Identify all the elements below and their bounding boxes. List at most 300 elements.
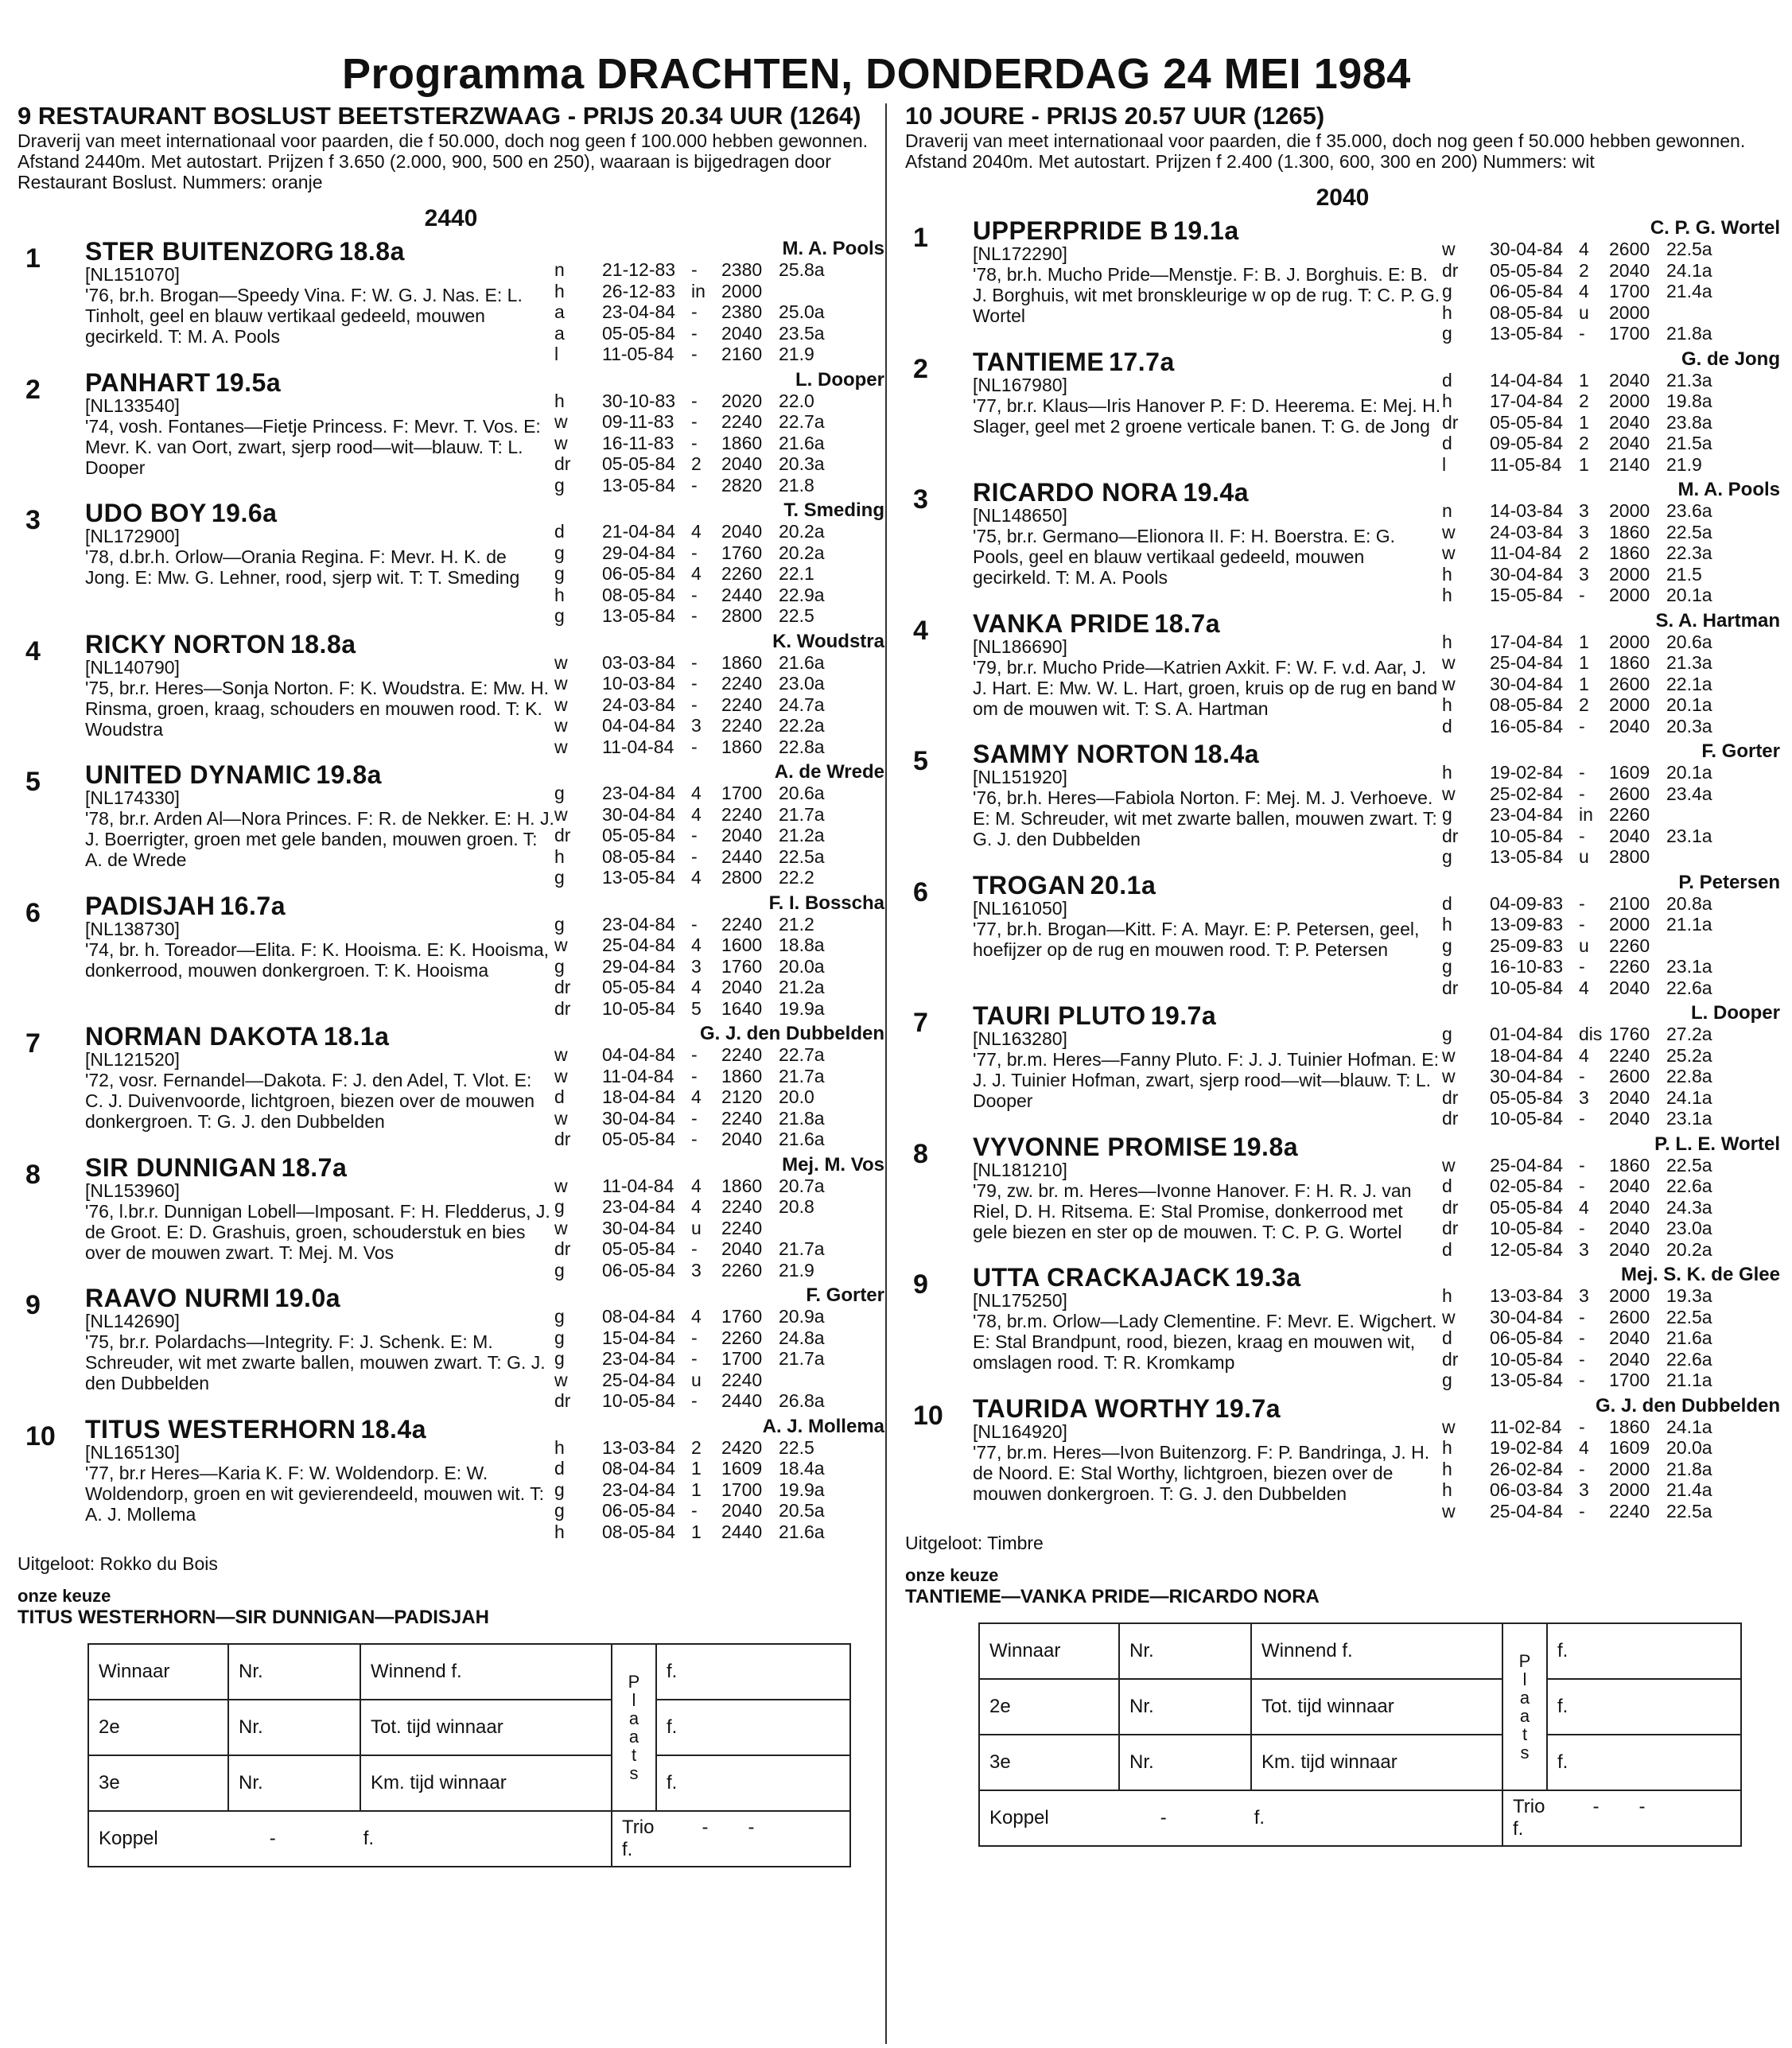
km-time: 20.0 xyxy=(779,1086,814,1107)
race-date: 06-05-84 xyxy=(1490,281,1564,301)
trainer-name: T. Smeding xyxy=(783,499,884,521)
performance-row xyxy=(1442,323,1780,344)
finish-position: - xyxy=(1579,1416,1585,1437)
km-time: 18.8a xyxy=(779,935,825,955)
finish-position: 3 xyxy=(1579,1479,1589,1500)
finish-position: 2 xyxy=(1579,542,1589,563)
track-code: w xyxy=(1442,1500,1456,1521)
race-date: 05-05-84 xyxy=(602,977,676,997)
race-distance: 2040 xyxy=(1609,433,1650,453)
finish-position: 4 xyxy=(691,521,702,542)
finish-position: in xyxy=(1579,804,1593,825)
track-code: w xyxy=(554,1065,568,1086)
track-code: dr xyxy=(554,977,571,997)
horse-description: '78, br.m. Orlow—Lady Clementine. F: Mevr. E. Wigchert. E: Stal Brandpunt, rood, biezen, kraag en mouwen wit, omslagen rood. T: R. Kromkamp xyxy=(973,1311,1437,1373)
race-distance: 2040 xyxy=(1609,369,1650,391)
track-code: g xyxy=(554,1259,565,1280)
our-pick: TANTIEME—VANKA PRIDE—RICARDO NORA xyxy=(905,1586,1320,1607)
track-code: w xyxy=(1442,521,1456,542)
race-date: 30-04-84 xyxy=(602,1217,676,1238)
race-distance: 1700 xyxy=(1609,1370,1650,1390)
km-time: 23.1a xyxy=(1666,825,1712,846)
performance-row xyxy=(554,475,884,496)
track-code: h xyxy=(1442,391,1452,411)
trio-text: Trio xyxy=(622,1817,655,1838)
performance-row xyxy=(1442,1197,1780,1218)
race-distance: 2820 xyxy=(721,474,763,495)
race-date: 14-03-84 xyxy=(1490,500,1564,521)
race-distance: 2040 xyxy=(1316,185,1370,211)
finish-position: - xyxy=(691,432,698,453)
performance-row xyxy=(1442,846,1780,868)
finish-position: - xyxy=(691,344,698,364)
km-time: 21.7a xyxy=(779,803,825,825)
race-distance: 2600 xyxy=(1609,239,1650,259)
finish-position: - xyxy=(691,913,698,935)
race-distance: 2380 xyxy=(721,301,763,322)
horse-performances xyxy=(554,762,884,888)
race-distance: 2040 xyxy=(1609,1238,1650,1260)
km-time: 20.1a xyxy=(1666,762,1712,783)
performance-row xyxy=(554,652,884,674)
km-time: 20.8a xyxy=(1666,892,1712,914)
race-date: 23-04-84 xyxy=(602,1479,676,1500)
track-code: w xyxy=(1442,1416,1456,1437)
horse-registration: [NL151070] xyxy=(85,264,180,285)
performance-row xyxy=(1442,1045,1780,1067)
horse-rating: 19.0a xyxy=(274,1284,341,1312)
horse-info xyxy=(85,367,554,496)
start-number: 1 xyxy=(913,223,928,253)
koppel-field[interactable] xyxy=(979,1790,1502,1846)
performance-row xyxy=(1442,454,1780,476)
km-time: 22.1 xyxy=(779,563,814,584)
start-number: 4 xyxy=(25,635,41,666)
performance-row xyxy=(1442,914,1780,935)
number-label[interactable]: Nr. xyxy=(1119,1735,1251,1790)
race-date: 08-05-84 xyxy=(602,845,676,867)
km-time: 20.2a xyxy=(779,542,825,563)
trainer-name: M. A. Pools xyxy=(1677,479,1780,500)
race-distance: 2040 xyxy=(721,1129,763,1149)
finish-position: 1 xyxy=(691,1458,702,1479)
track-code: dr xyxy=(554,825,571,845)
start-number: 8 xyxy=(25,1159,41,1190)
finish-position: 4 xyxy=(1579,977,1589,998)
km-time: 22.3a xyxy=(1666,542,1712,563)
performance-row xyxy=(554,673,884,694)
amount-field[interactable]: f. xyxy=(656,1755,850,1811)
performance-row xyxy=(554,956,884,977)
finish-position: - xyxy=(1579,1218,1585,1238)
race-distance: 1640 xyxy=(721,997,763,1019)
performance-row xyxy=(554,1260,884,1281)
km-time: 21.6a xyxy=(779,1129,825,1149)
track-code: w xyxy=(554,411,568,432)
winning-amount-label[interactable]: Winnend f. xyxy=(360,1644,612,1700)
total-time-label[interactable]: Tot. tijd winnaar xyxy=(360,1700,612,1755)
race-date: 13-03-84 xyxy=(602,1436,676,1458)
performance-row xyxy=(1442,956,1780,977)
horse-registration: [NL148650] xyxy=(973,505,1067,526)
track-code: w xyxy=(1442,542,1456,563)
km-time: 21.6a xyxy=(1666,1327,1712,1348)
race-distance: 2040 xyxy=(721,825,763,845)
amount-field[interactable]: f. xyxy=(1547,1623,1741,1679)
finish-position: 4 xyxy=(1579,281,1589,301)
horse-name: TITUS WESTERHORN xyxy=(85,1414,356,1444)
finish-position: 4 xyxy=(691,803,702,825)
track-code: h xyxy=(554,1521,565,1542)
km-time: 24.1a xyxy=(1666,1086,1712,1108)
start-number: 5 xyxy=(913,746,928,776)
horse-performances xyxy=(554,893,884,1020)
km-time: 21.4a xyxy=(1666,281,1712,301)
performance-row xyxy=(554,1218,884,1239)
km-time: 22.6a xyxy=(1666,977,1712,998)
track-code: g xyxy=(554,563,565,584)
dash-text: - xyxy=(1592,1796,1600,1817)
km-time: 22.5a xyxy=(1666,1500,1712,1521)
horse-info xyxy=(85,1152,554,1281)
race-date: 13-05-84 xyxy=(602,867,676,888)
race-distance: 2040 xyxy=(721,977,763,997)
km-time: 23.4a xyxy=(1666,783,1712,804)
start-number: 2 xyxy=(913,353,928,384)
trainer-name: Mej. M. Vos xyxy=(782,1153,884,1176)
trainer-name: M. A. Pools xyxy=(782,238,884,259)
finish-position: in xyxy=(691,280,706,301)
race-date: 11-04-84 xyxy=(1490,542,1562,563)
km-time: 20.8 xyxy=(779,1196,814,1217)
horse-rating: 17.7a xyxy=(1109,347,1175,376)
number-label[interactable]: Nr. xyxy=(228,1755,360,1811)
km-time: 24.1a xyxy=(1666,259,1712,281)
race-date: 04-09-83 xyxy=(1490,892,1564,914)
km-time: 22.5 xyxy=(779,605,814,626)
finish-position: 1 xyxy=(1579,369,1589,391)
race-date: 29-04-84 xyxy=(602,542,676,563)
horse-name-line xyxy=(973,872,1442,898)
horse-name-line xyxy=(973,218,1442,243)
km-time-label[interactable]: Km. tijd winnaar xyxy=(360,1755,612,1811)
second-label[interactable]: 2e xyxy=(979,1679,1119,1735)
horse-name-line xyxy=(85,1285,554,1311)
winning-amount-label[interactable]: Winnend f. xyxy=(1251,1623,1502,1679)
horse-performances xyxy=(554,500,884,627)
horse-registration: [NL142690] xyxy=(85,1311,180,1331)
race-date: 01-04-84 xyxy=(1490,1024,1564,1044)
performance-row xyxy=(554,1086,884,1108)
race-date: 05-05-84 xyxy=(1490,411,1564,433)
horse-registration: [NL172900] xyxy=(85,526,180,546)
horse-info xyxy=(973,1134,1442,1261)
km-time: 23.8a xyxy=(1666,411,1712,433)
horse-rating: 18.8a xyxy=(339,237,405,266)
km-time: 20.0a xyxy=(779,955,825,977)
performance-row xyxy=(1442,783,1780,805)
finish-position: - xyxy=(691,1327,698,1348)
race-distance: 1700 xyxy=(721,783,763,803)
finish-position: - xyxy=(691,694,698,715)
finish-position: - xyxy=(1579,1108,1585,1129)
winner-label[interactable]: Winnaar xyxy=(88,1644,228,1700)
horse-name-line xyxy=(973,480,1442,505)
amount-field[interactable]: f. xyxy=(1547,1679,1741,1735)
amount-field[interactable]: f. xyxy=(656,1700,850,1755)
track-code: w xyxy=(554,715,568,736)
track-code: w xyxy=(1442,1044,1456,1066)
performance-row xyxy=(554,1044,884,1066)
horse-info xyxy=(973,218,1442,344)
horse-rating: 18.7a xyxy=(281,1152,348,1182)
horse-performances xyxy=(554,631,884,758)
performance-row xyxy=(1442,977,1780,999)
finish-position: 3 xyxy=(1579,521,1589,542)
horse-info xyxy=(85,1024,554,1150)
km-time: 22.5a xyxy=(1666,239,1712,259)
total-time-label[interactable]: Tot. tijd winnaar xyxy=(1251,1679,1502,1735)
race-distance: 2240 xyxy=(721,1107,763,1129)
race-date: 17-04-84 xyxy=(1490,631,1564,652)
track-code: w xyxy=(554,1369,568,1390)
race-date: 15-05-84 xyxy=(1490,585,1564,605)
km-time: 21.4a xyxy=(1666,1479,1712,1500)
horse-name: PANHART xyxy=(85,367,211,397)
number-label[interactable]: Nr. xyxy=(1119,1623,1251,1679)
horse-info xyxy=(973,741,1442,868)
km-time: 20.9a xyxy=(779,1306,825,1327)
track-code: w xyxy=(1442,783,1456,804)
horse-rating: 16.7a xyxy=(220,891,286,920)
performance-row xyxy=(1442,1239,1780,1261)
race-distance: 2240 xyxy=(1609,1044,1650,1066)
horse-name: UNITED DYNAMIC xyxy=(85,760,312,789)
finish-position: 1 xyxy=(1579,411,1589,433)
trio-field[interactable] xyxy=(612,1811,850,1867)
finish-position: 1 xyxy=(1579,631,1589,652)
number-label[interactable]: Nr. xyxy=(228,1700,360,1755)
km-time: 21.7a xyxy=(779,1348,825,1369)
race-distance: 2000 xyxy=(1609,301,1650,323)
track-code: w xyxy=(554,1175,568,1196)
amount-field[interactable]: f. xyxy=(656,1644,850,1700)
finish-position: 4 xyxy=(691,563,702,584)
race-distance: 2600 xyxy=(1609,1066,1650,1086)
finish-position: - xyxy=(1579,762,1585,783)
race-date: 19-02-84 xyxy=(1490,762,1564,783)
track-code: g xyxy=(554,1479,565,1500)
horse-registration: [NL174330] xyxy=(85,787,180,808)
horse-entry xyxy=(17,367,884,496)
horse-rating: 18.4a xyxy=(360,1414,427,1444)
performance-row xyxy=(554,1176,884,1197)
km-time: 19.8a xyxy=(1666,391,1712,411)
race-heading: 10 JOURE - PRIJS 20.57 UUR (1265) xyxy=(905,102,1325,130)
track-code: h xyxy=(1442,694,1452,715)
km-time: 22.8a xyxy=(779,736,825,757)
page-title: Programma DRACHTEN, DONDERDAG 24 MEI 1984 xyxy=(342,50,1411,98)
start-number: 9 xyxy=(913,1269,928,1300)
trainer-name: A. J. Mollema xyxy=(762,1415,884,1437)
performance-row xyxy=(554,998,884,1020)
horse-performances xyxy=(1442,480,1780,606)
horse-performances xyxy=(554,239,884,365)
race-distance: 2240 xyxy=(721,913,763,935)
horse-description: '72, vosr. Fernandel—Dakota. F: J. den Adel, T. Vlot. E: C. J. Duivenvoorde, lichtgroen, biezen over de mouwen donkergroen. T: G. J. den Dubbelden xyxy=(85,1070,535,1132)
horse-info xyxy=(85,1285,554,1412)
performance-row xyxy=(554,1521,884,1543)
horse-name-line xyxy=(973,1393,1442,1423)
km-time: 20.3a xyxy=(1666,715,1712,736)
race-date: 06-05-84 xyxy=(602,563,676,584)
km-time-label[interactable]: Km. tijd winnaar xyxy=(1251,1735,1502,1790)
finish-position: 2 xyxy=(1579,433,1589,453)
trio-field[interactable] xyxy=(1502,1790,1741,1846)
start-number: 6 xyxy=(25,897,41,928)
race-distance: 1600 xyxy=(721,935,763,955)
track-code: w xyxy=(1442,239,1456,259)
horse-rating: 19.1a xyxy=(1173,216,1239,245)
race-date: 26-12-83 xyxy=(602,280,676,301)
performance-row xyxy=(1442,542,1780,564)
second-label[interactable]: 2e xyxy=(88,1700,228,1755)
race-date: 11-04-84 xyxy=(602,1175,674,1196)
performance-row xyxy=(1442,1327,1780,1349)
amount-field[interactable]: f. xyxy=(1547,1735,1741,1790)
track-code: g xyxy=(554,1500,565,1521)
race-distance: 2260 xyxy=(721,563,763,584)
finish-position: - xyxy=(691,1500,698,1521)
koppel-field[interactable] xyxy=(88,1811,612,1867)
performance-row xyxy=(554,1479,884,1501)
finish-position: 4 xyxy=(691,977,702,997)
race-date: 13-05-84 xyxy=(1490,846,1564,867)
race-distance: 2000 xyxy=(1609,585,1650,605)
number-label[interactable]: Nr. xyxy=(1119,1679,1251,1735)
horse-name: VANKA PRIDE xyxy=(973,608,1150,638)
race-distance: 1860 xyxy=(1609,542,1650,563)
finish-position: 1 xyxy=(691,1479,702,1500)
finish-position: - xyxy=(1579,914,1585,935)
horse-rating: 19.3a xyxy=(1234,1263,1301,1292)
performance-row xyxy=(1442,1417,1780,1438)
finish-position: - xyxy=(691,825,698,845)
race-date: 13-09-83 xyxy=(1490,914,1564,935)
performance-row xyxy=(554,301,884,323)
horse-name: TAURI PLUTO xyxy=(973,1001,1146,1030)
race-distance: 2160 xyxy=(721,344,763,364)
race-date: 30-04-84 xyxy=(602,1107,676,1129)
race-distance: 2000 xyxy=(1609,391,1650,411)
finish-position: - xyxy=(691,1107,698,1129)
race-distance: 1860 xyxy=(721,1065,763,1086)
race-distance: 2040 xyxy=(1609,1196,1650,1218)
third-label[interactable]: 3e xyxy=(88,1755,228,1811)
horse-registration: [NL163280] xyxy=(973,1028,1067,1049)
performance-row xyxy=(1442,1155,1780,1176)
performance-row xyxy=(1442,1501,1780,1522)
race-distance: 2000 xyxy=(721,280,763,301)
race-date: 30-04-84 xyxy=(1490,673,1564,694)
track-code: h xyxy=(554,390,565,411)
trainer-name: S. A. Hartman xyxy=(1655,609,1780,631)
race-date: 25-02-84 xyxy=(1490,783,1564,804)
race-date: 24-03-84 xyxy=(1490,521,1564,542)
km-time: 21.3a xyxy=(1666,369,1712,391)
race-date: 24-03-84 xyxy=(602,694,676,715)
race-date: 11-05-84 xyxy=(602,344,674,364)
track-code: h xyxy=(554,845,565,867)
number-label[interactable]: Nr. xyxy=(228,1644,360,1700)
track-code: dr xyxy=(554,997,571,1019)
finish-position: - xyxy=(1579,783,1585,804)
finish-position: 4 xyxy=(1579,1437,1589,1458)
finish-position: u xyxy=(691,1369,702,1390)
track-code: h xyxy=(1442,1437,1452,1458)
race-date: 10-05-84 xyxy=(602,997,676,1019)
horse-performances xyxy=(1442,1396,1780,1522)
track-code: g xyxy=(1442,1370,1452,1390)
race-distance: 2100 xyxy=(1609,892,1650,914)
performance-row xyxy=(554,1196,884,1218)
horse-entry xyxy=(17,762,884,888)
horse-entry xyxy=(17,893,884,1020)
performance-row xyxy=(554,1238,884,1260)
horse-registration: [NL133540] xyxy=(85,394,180,416)
finish-position: 3 xyxy=(1579,1285,1589,1306)
race-distance: 1700 xyxy=(721,1479,763,1500)
race-distance: 2240 xyxy=(721,715,763,736)
finish-position: - xyxy=(1579,1500,1585,1521)
horse-description: '76, br.h. Heres—Fabiola Norton. F: Mej. M. J. Verhoeve. E: M. Schreuder, wit met zwarte ballen, mouwen zwart. T: G. J. den Dubbelden xyxy=(973,787,1437,849)
race-date: 21-12-83 xyxy=(602,259,676,280)
km-time: 20.1a xyxy=(1666,694,1712,715)
third-label[interactable]: 3e xyxy=(979,1735,1119,1790)
horse-description: '78, br.h. Mucho Pride—Menstje. F: B. J. Borghuis. E: B. J. Borghuis, wit met bronskleurige w op de rug. T: C. P. G. Wortel xyxy=(973,264,1440,326)
track-code: g xyxy=(1442,935,1452,956)
performance-row xyxy=(554,1500,884,1521)
horse-info xyxy=(973,1003,1442,1129)
race-date: 08-05-84 xyxy=(602,1521,676,1542)
horse-performances xyxy=(1442,611,1780,737)
race-distance: 2800 xyxy=(1609,846,1650,867)
horse-info xyxy=(973,349,1442,476)
race-distance: 2240 xyxy=(721,673,763,694)
race-date: 09-11-83 xyxy=(602,411,674,432)
race-distance: 2600 xyxy=(1609,783,1650,804)
km-time: 21.8a xyxy=(1666,323,1712,344)
race-date: 23-04-84 xyxy=(602,783,676,803)
race-distance: 2240 xyxy=(721,411,763,432)
km-time: 22.6a xyxy=(1666,1348,1712,1370)
race-date: 23-04-84 xyxy=(1490,804,1564,825)
finish-position: 5 xyxy=(691,997,702,1019)
track-code: h xyxy=(1442,762,1452,783)
race-date: 23-04-84 xyxy=(602,913,676,935)
trio-text: Trio xyxy=(1513,1796,1545,1817)
race-distance: 2040 xyxy=(1609,1348,1650,1370)
finish-position: - xyxy=(691,651,698,673)
track-code: dr xyxy=(554,1129,571,1149)
km-time: 21.2 xyxy=(779,913,814,935)
track-code: d xyxy=(1442,369,1452,391)
horse-performances xyxy=(1442,741,1780,868)
horse-entry xyxy=(905,218,1780,344)
performance-row xyxy=(554,914,884,935)
horse-description: '79, br.r. Mucho Pride—Katrien Axkit. F: W. F. v.d. Aar, J. J. Hart. E: Mw. W. L. Hart, groen, kruis op de rug en band om de mouwen wit. T: S. A. Hartman xyxy=(973,656,1438,719)
winner-label[interactable]: Winnaar xyxy=(979,1623,1119,1679)
